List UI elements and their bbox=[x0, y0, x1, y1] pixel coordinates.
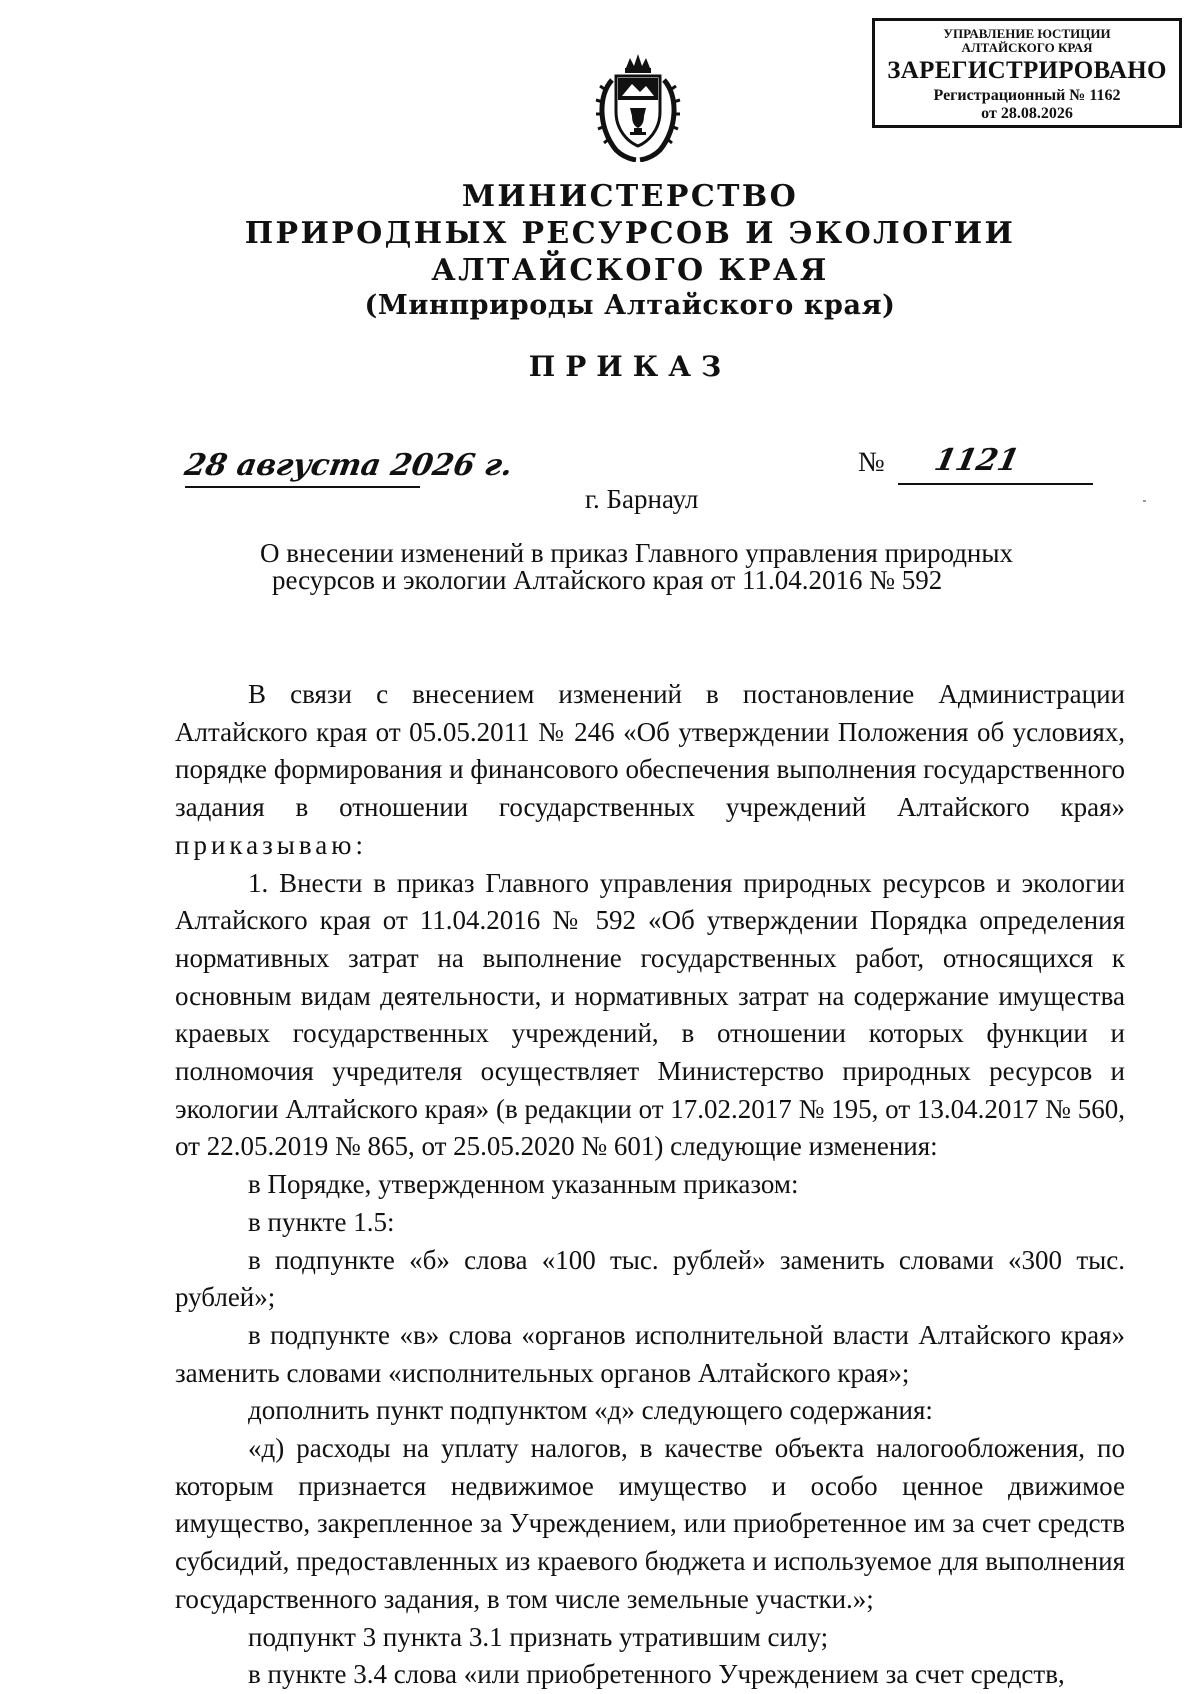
stamp-authority-line2: АЛТАЙСКОГО КРАЯ bbox=[961, 40, 1093, 55]
paragraph-clause-3-1: подпункт 3 пункта 3.1 признать утратившим силу; bbox=[248, 1621, 829, 1652]
paragraph-clause-1-5: в пункте 1.5: bbox=[248, 1206, 395, 1237]
paragraph-item-1: 1. Внести в приказ Главного управления природных ресурсов и экологии Алтайского края от 11.04.2016 № 592 «Об утверждении Порядка определения нормативных затрат на выполнение государственных работ, относящихся к основным видам деятельности, и нормативных затрат на содержание имущества краевых государственных учреждений, в отношении которых функции и полномочия учредителя осуществляет Министерство природных ресурсов и экологии Алтайского края» (в редакции от 17.02.2017 № 195, от 13.04.2017 № 560, от 22.05.2019 № 865, от 25.05.2020 № 601) следующие изменения: bbox=[175, 867, 1125, 1162]
stamp-authority-line1: УПРАВЛЕНИЕ ЮСТИЦИИ bbox=[943, 26, 1111, 41]
coat-of-arms-icon bbox=[592, 50, 684, 162]
document-body bbox=[175, 676, 1125, 1694]
number-label: № bbox=[858, 447, 885, 478]
header-line-ministry: МИНИСТЕРСТВО bbox=[461, 179, 799, 214]
paragraph-add-subclause: дополнить пункт подпунктом «д» следующего содержания: bbox=[248, 1395, 933, 1426]
handwritten-number: 1121 bbox=[931, 443, 1023, 478]
header-line-resources: ПРИРОДНЫХ РЕСУРСОВ И ЭКОЛОГИИ bbox=[244, 216, 1016, 251]
subject-line-2: ресурсов и экологии Алтайского края от 11.04.2016 № 592 bbox=[272, 565, 943, 595]
document-type: ПРИКАЗ bbox=[528, 350, 732, 383]
paragraph-clause-3-4: в пункте 3.4 слова «или приобретенного Учреждением за счет средств, bbox=[248, 1659, 1065, 1690]
stamp-reg-number: Регистрационный № 1162 bbox=[933, 87, 1121, 104]
document-subject bbox=[260, 540, 1140, 594]
handwritten-date: 28 августа 2026 г. bbox=[181, 448, 516, 483]
paragraph-subclause-b: в подпункте «б» слова «100 тыс. рублей» заменить словами «300 тыс. рублей»; bbox=[175, 1244, 1125, 1313]
scan-speck bbox=[1143, 500, 1146, 502]
registration-stamp bbox=[872, 18, 1182, 128]
number-underline bbox=[898, 483, 1093, 485]
city: г. Барнаул bbox=[585, 484, 699, 514]
header-line-region: АЛТАЙСКОГО КРАЯ bbox=[431, 253, 829, 288]
date-underline bbox=[185, 486, 420, 488]
ministry-header bbox=[240, 178, 1020, 323]
subject-line-1: О внесении изменений в приказ Главного управления природных bbox=[260, 538, 1014, 568]
paragraph-subclause-v: в подпункте «в» слова «органов исполнительной власти Алтайского края» заменить словами «исполнительных органов Алтайского края»; bbox=[175, 1319, 1125, 1388]
stamp-reg-date: от 28.08.2026 bbox=[981, 105, 1073, 122]
header-line-short-name: (Минприроды Алтайского края) bbox=[364, 290, 896, 321]
paragraph-order-intro: в Порядке, утвержденном указанным приказом: bbox=[248, 1169, 799, 1200]
paragraph-subclause-d: «д) расходы на уплату налогов, в качестве объекта налогообложения, по которым признается недвижимое имущество и особо ценное движимое имущество, закрепленное за Учреждением, или приобретенное им за счет средств субсидий, предоставленных из краевого бюджета и используемое для выполнения государственного задания, в том числе земельные участки.»; bbox=[175, 1433, 1125, 1614]
paragraph-preamble bbox=[175, 676, 1125, 865]
stamp-registered: ЗАРЕГИСТРИРОВАНО bbox=[887, 57, 1167, 84]
preamble-order-word: приказываю: bbox=[175, 829, 367, 860]
preamble-text: В связи с внесением изменений в постановление Администрации Алтайского края от 05.05.2011 № 246 «Об утверждении Положения об условиях, порядке формирования и финансового обеспечения выполнения государственного задания в отношении государственных учреждений Алтайского края» bbox=[175, 679, 1125, 823]
